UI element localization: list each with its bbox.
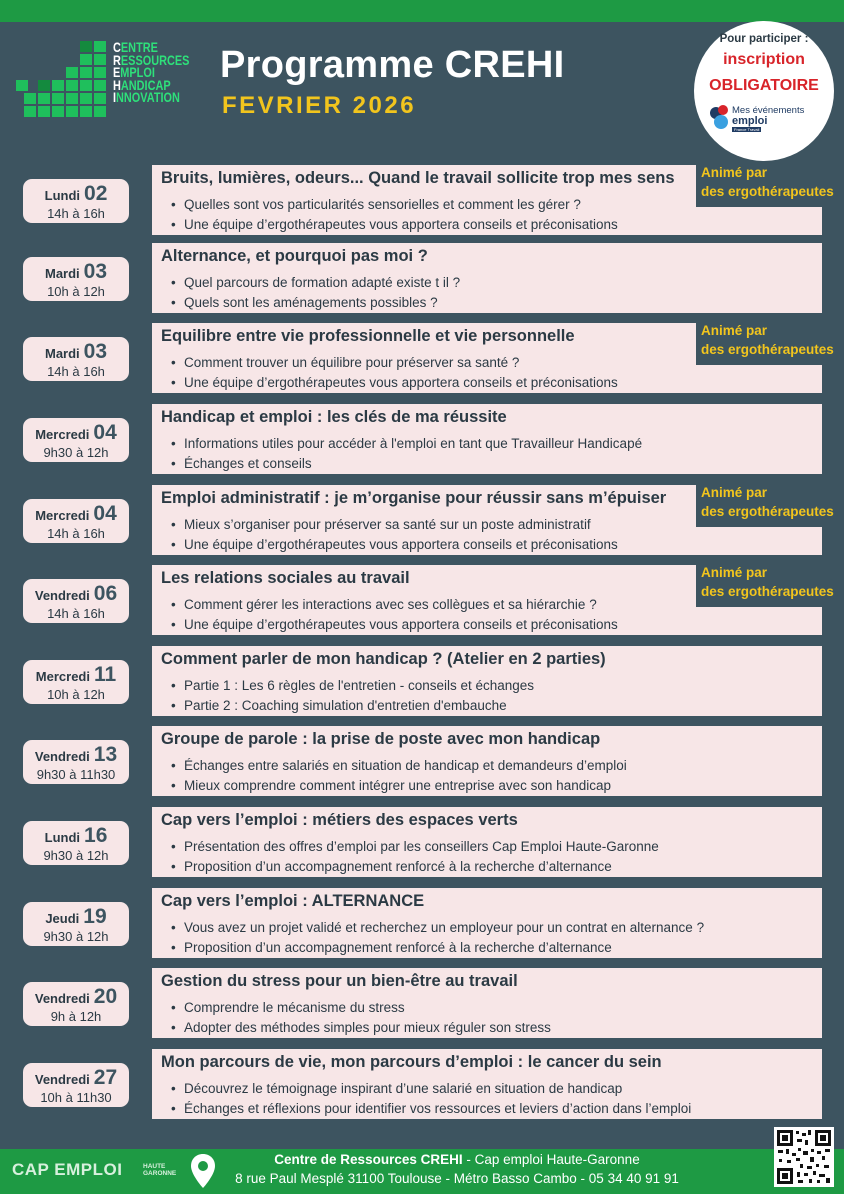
- session-date: [23, 579, 129, 623]
- animated-by-who: des ergothérapeutes: [701, 584, 834, 599]
- session-title: Emploi administratif : je m’organise pour réussir sans m’épuiser: [161, 489, 667, 507]
- badge-inscription: inscription: [723, 51, 805, 68]
- cap-emploi-logo: CAP EMPLOI: [12, 1160, 123, 1179]
- session-bullets: [166, 515, 618, 554]
- animated-by-who: des ergothérapeutes: [701, 342, 834, 357]
- session-title: Handicap et emploi : les clés de ma réussite: [161, 408, 507, 426]
- session-hours: 10h à 12h: [47, 687, 105, 702]
- session-date: [23, 660, 129, 704]
- session-hours: 9h30 à 12h: [43, 848, 109, 863]
- session-bullet: • Proposition d’un accompagnement renforcé à la recherche d’alternance: [166, 938, 704, 958]
- session-card: [152, 1049, 822, 1119]
- session-bullets: [166, 756, 627, 795]
- session-title: Mon parcours de vie, mon parcours d’emploi : le cancer du sein: [161, 1053, 662, 1071]
- session-day: Mardi: [44, 266, 80, 281]
- session-bullet: • Échanges et conseils: [166, 454, 642, 474]
- session-hours: 10h à 11h30: [40, 1090, 112, 1105]
- animated-by-tag: [696, 165, 844, 207]
- animated-by-label: Animé par: [701, 165, 768, 180]
- session-bullets: [166, 998, 551, 1037]
- session-title: Gestion du stress pour un bien-être au travail: [161, 972, 518, 990]
- qr-code-icon[interactable]: [774, 1127, 834, 1187]
- session-hours: 9h30 à 11h30: [36, 767, 116, 782]
- page-title: Programme CREHI: [220, 44, 565, 86]
- session-title: Alternance, et pourquoi pas moi ?: [161, 247, 428, 265]
- session-card: [152, 888, 822, 958]
- session-day-number: 11: [94, 663, 117, 686]
- session-bullets: [166, 434, 642, 473]
- session-day: Lundi: [44, 830, 81, 845]
- session-day: Vendredi: [34, 991, 90, 1006]
- session-bullet: • Comprendre le mécanisme du stress: [166, 998, 551, 1018]
- location-pin-icon: [190, 1153, 216, 1189]
- footer: [0, 1149, 844, 1194]
- session-bullet: • Mieux comprendre comment intégrer une entreprise avec son handicap: [166, 776, 627, 796]
- session-day: Mercredi: [35, 508, 90, 523]
- animated-by-tag: [696, 323, 844, 365]
- session-bullet: • Découvrez le témoignage inspirant d’une salarié en situation de handicap: [166, 1079, 691, 1099]
- session-bullet: • Une équipe d’ergothérapeutes vous apportera conseils et préconisations: [166, 215, 618, 235]
- session-day: Vendredi: [34, 588, 90, 603]
- session-bullet: • Partie 1 : Les 6 règles de l'entretien - conseils et échanges: [166, 676, 534, 696]
- animated-by-label: Animé par: [701, 323, 768, 338]
- session-bullets: [166, 1079, 691, 1118]
- session-day: Vendredi: [34, 749, 90, 764]
- session-day-number: 03: [83, 340, 108, 363]
- session-bullet: • Partie 2 : Coaching simulation d'entretien d'embauche: [166, 696, 534, 716]
- session-title: Les relations sociales au travail: [161, 569, 410, 587]
- session-date: [23, 902, 129, 946]
- session-hours: 14h à 16h: [47, 364, 105, 379]
- session-bullet: • Informations utiles pour accéder à l'emploi en tant que Travailleur Handicapé: [166, 434, 642, 454]
- session-bullet: • Une équipe d’ergothérapeutes vous apportera conseils et préconisations: [166, 373, 618, 393]
- session-bullet: • Échanges entre salariés en situation de handicap et demandeurs d’emploi: [166, 756, 627, 776]
- badge-mandatory: OBLIGATOIRE: [709, 77, 819, 94]
- session-day-number: 02: [84, 182, 108, 205]
- session-date: [23, 982, 129, 1026]
- footer-organisation: Centre de Ressources CREHI - Cap emploi Haute-Garonne: [274, 1152, 640, 1167]
- session-day: Vendredi: [34, 1072, 90, 1087]
- session-day: Lundi: [44, 188, 81, 203]
- session-day-number: 03: [83, 260, 108, 283]
- brand-dot-icon: [714, 115, 728, 129]
- session-date: [23, 821, 129, 865]
- top-band: [0, 0, 844, 22]
- session-title: Cap vers l’emploi : ALTERNANCE: [161, 892, 425, 910]
- session-day-number: 27: [93, 1066, 118, 1089]
- cap-emploi-region: HAUTE GARONNE: [143, 1163, 177, 1177]
- session-bullet: • Comment gérer les interactions avec ses collègues et sa hiérarchie ?: [166, 595, 618, 615]
- session-bullet: • Échanges et réflexions pour identifier vos ressources et leviers d’action dans l’emploi: [166, 1099, 691, 1119]
- session-card: [152, 726, 822, 796]
- session-hours: 10h à 12h: [47, 284, 105, 299]
- session-title: Groupe de parole : la prise de poste avec mon handicap: [161, 730, 601, 748]
- session-day-number: 20: [93, 985, 118, 1008]
- session-day-number: 13: [93, 743, 118, 766]
- mes-evenements-emploi-logo[interactable]: Mes événements emploi France Travail: [710, 103, 822, 129]
- animated-by-label: Animé par: [701, 485, 768, 500]
- session-day-number: 16: [84, 824, 108, 847]
- footer-address[interactable]: 8 rue Paul Mesplé 31100 Toulouse - Métro Basso Cambo - 05 34 40 91 91: [235, 1171, 679, 1186]
- session-title: Comment parler de mon handicap ? (Atelier en 2 parties): [161, 650, 606, 668]
- session-day-number: 06: [93, 582, 118, 605]
- session-bullets: [166, 353, 618, 392]
- session-title: Bruits, lumières, odeurs... Quand le travail sollicite trop mes sens: [161, 169, 675, 187]
- session-bullet: • Présentation des offres d’emploi par les conseillers Cap Emploi Haute-Garonne: [166, 837, 659, 857]
- logo-wordmark: CENTRE RESSOURCES EMPLOI HANDICAP INNOVATION: [113, 39, 190, 106]
- session-day: Jeudi: [45, 911, 80, 926]
- session-date: [23, 499, 129, 543]
- animated-by-tag: [696, 485, 844, 527]
- session-date: [23, 1063, 129, 1107]
- session-bullet: • Quel parcours de formation adapté existe t il ?: [166, 273, 460, 293]
- animated-by-who: des ergothérapeutes: [701, 184, 834, 199]
- session-date: [23, 179, 129, 223]
- session-card: [152, 646, 822, 716]
- badge-label: Pour participer :: [719, 33, 809, 45]
- session-hours: 14h à 16h: [47, 606, 105, 621]
- session-hours: 9h30 à 12h: [43, 929, 109, 944]
- session-date: [23, 337, 129, 381]
- session-date: [23, 418, 129, 462]
- registration-badge[interactable]: [694, 21, 834, 161]
- session-day-number: 04: [93, 421, 117, 444]
- session-card: [152, 807, 822, 877]
- session-card: [152, 243, 822, 313]
- session-bullet: • Vous avez un projet validé et recherchez un employeur pour un contrat en alternance ?: [166, 918, 704, 938]
- session-card: [152, 404, 822, 474]
- session-bullet: • Quels sont les aménagements possibles ?: [166, 293, 460, 313]
- session-title: Cap vers l’emploi : métiers des espaces verts: [161, 811, 518, 829]
- session-bullets: [166, 837, 659, 876]
- session-bullet: • Proposition d’un accompagnement renforcé à la recherche d’alternance: [166, 857, 659, 877]
- session-bullet: • Une équipe d’ergothérapeutes vous apportera conseils et préconisations: [166, 535, 618, 555]
- page-subtitle: FEVRIER 2026: [222, 92, 417, 119]
- session-bullets: [166, 595, 618, 634]
- brand-dot-icon: [718, 105, 728, 115]
- session-title: Equilibre entre vie professionnelle et vie personnelle: [161, 327, 575, 345]
- session-bullet: • Mieux s’organiser pour préserver sa santé sur un poste administratif: [166, 515, 618, 535]
- session-hours: 14h à 16h: [47, 206, 105, 221]
- session-bullet: • Une équipe d’ergothérapeutes vous apportera conseils et préconisations: [166, 615, 618, 635]
- session-bullet: • Comment trouver un équilibre pour préserver sa santé ?: [166, 353, 618, 373]
- session-day: Mercredi: [35, 669, 90, 684]
- session-day-number: 19: [83, 905, 107, 928]
- session-hours: 14h à 16h: [47, 526, 105, 541]
- session-date: [23, 257, 129, 301]
- session-bullet: • Adopter des méthodes simples pour mieux réguler son stress: [166, 1018, 551, 1038]
- session-card: [152, 968, 822, 1038]
- session-bullets: [166, 195, 618, 234]
- session-hours: 9h à 12h: [50, 1009, 102, 1024]
- session-bullet: • Quelles sont vos particularités sensorielles et comment les gérer ?: [166, 195, 618, 215]
- session-bullets: [166, 273, 460, 312]
- session-day-number: 04: [93, 502, 117, 525]
- session-bullets: [166, 676, 534, 715]
- session-hours: 9h30 à 12h: [43, 445, 109, 460]
- animated-by-who: des ergothérapeutes: [701, 504, 834, 519]
- session-day: Mardi: [44, 346, 80, 361]
- session-bullets: [166, 918, 704, 957]
- session-day: Mercredi: [35, 427, 90, 442]
- session-date: [23, 740, 129, 784]
- animated-by-label: Animé par: [701, 565, 768, 580]
- animated-by-tag: [696, 565, 844, 607]
